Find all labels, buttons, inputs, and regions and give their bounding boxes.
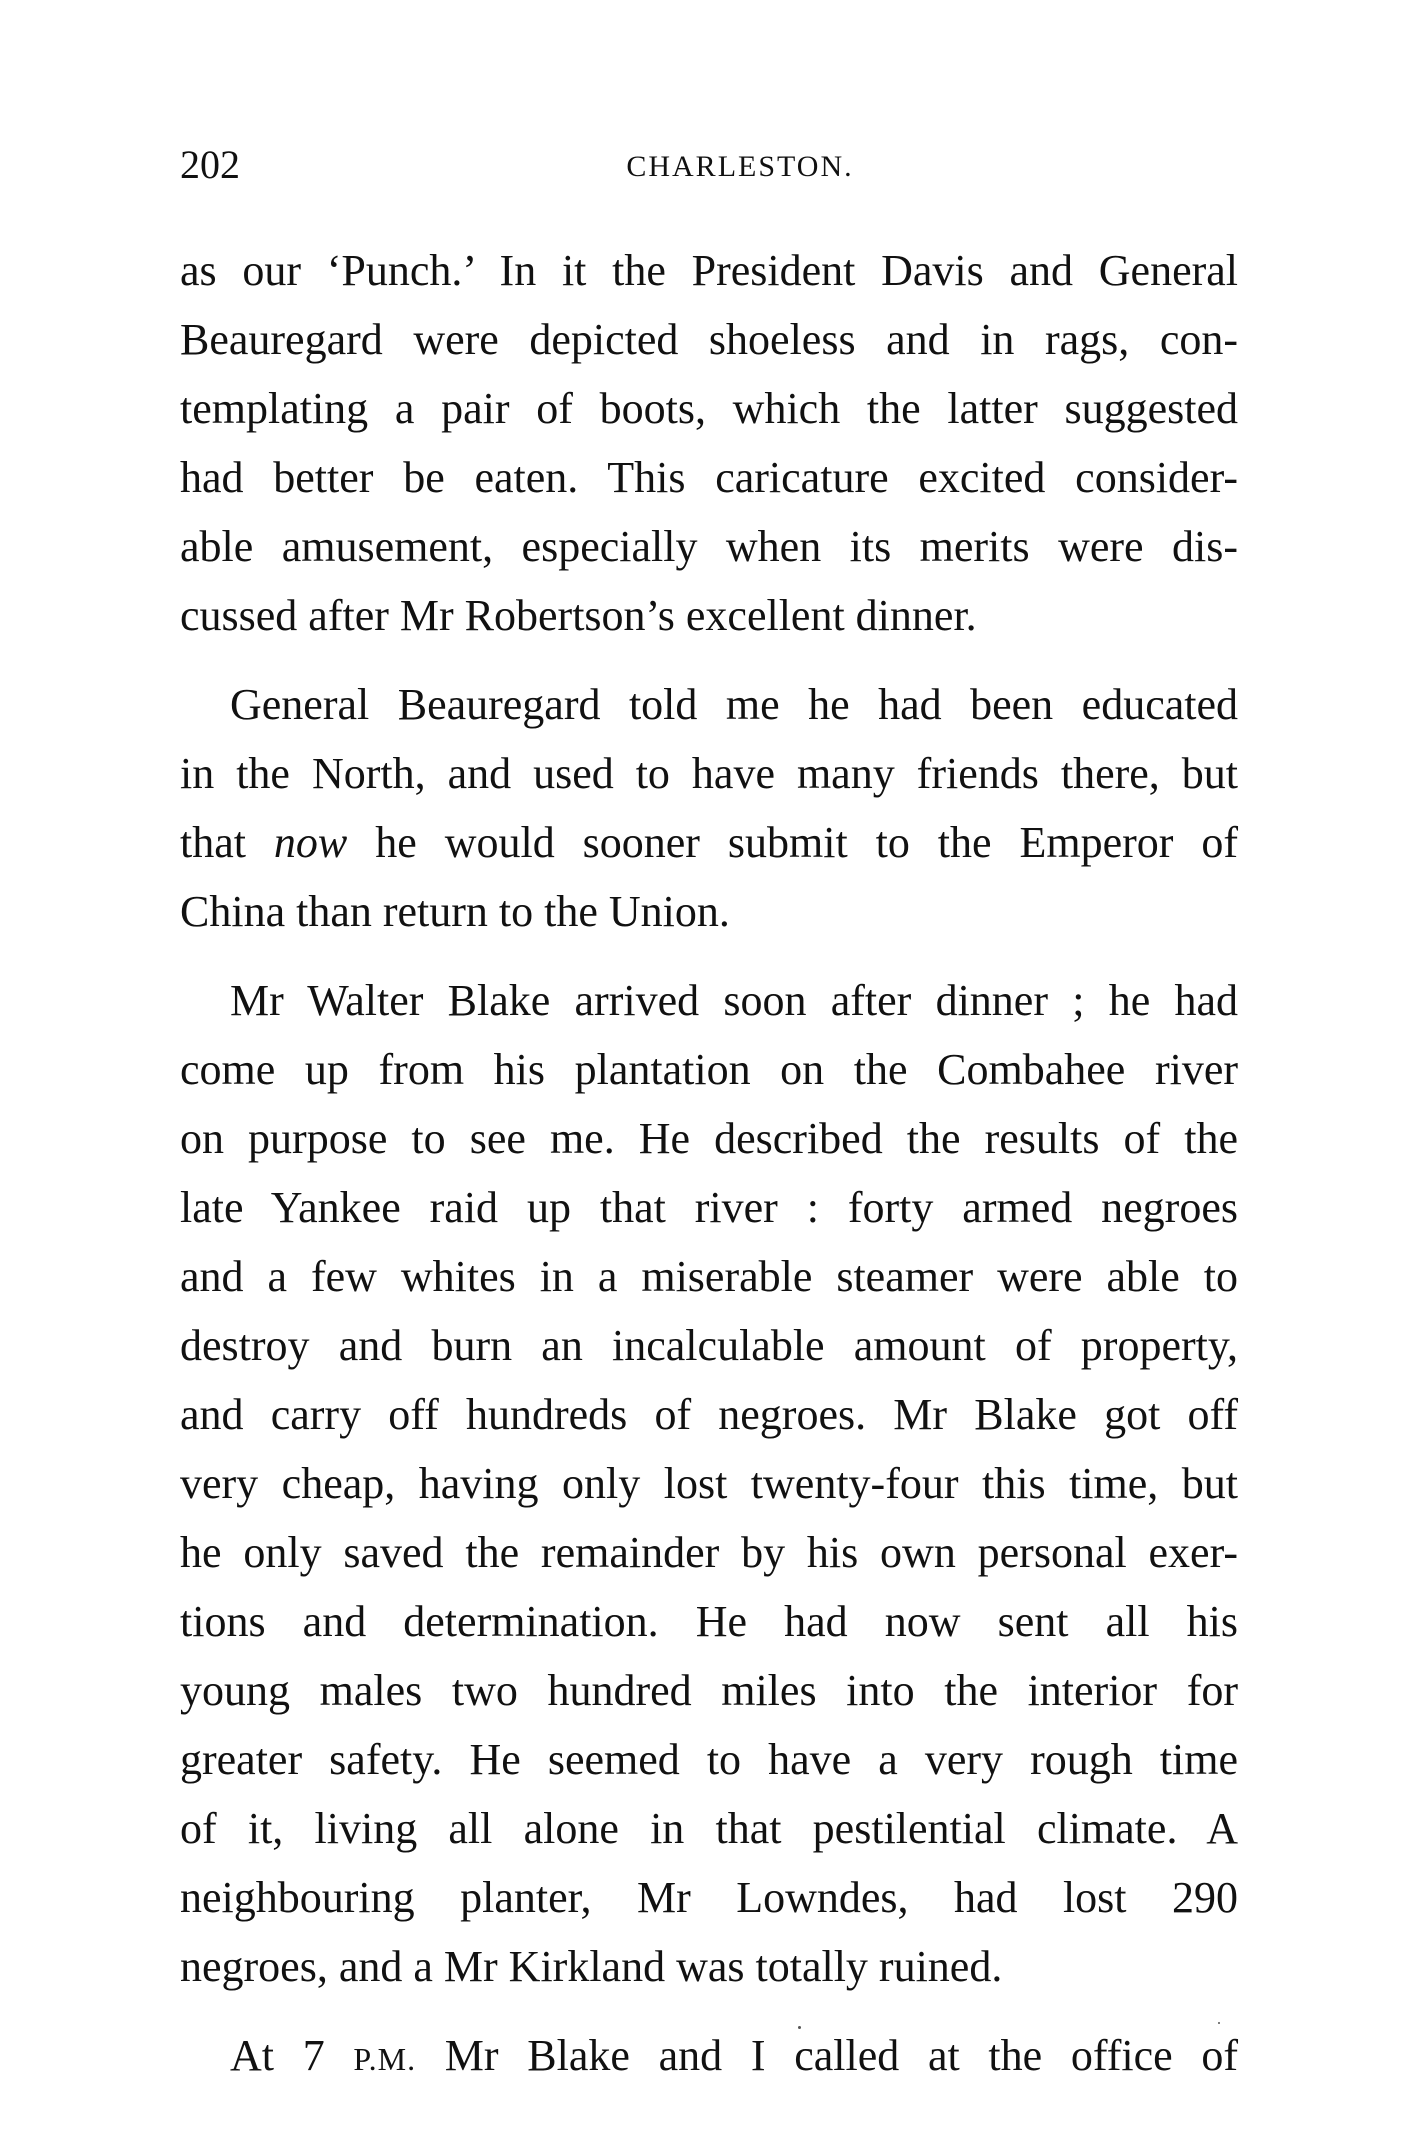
text-run: that (180, 818, 274, 867)
paragraph-1 (180, 236, 1238, 650)
text-line: had better be eaten. This caricature excited consider- (180, 453, 1238, 502)
text-line: on purpose to see me. He described the results of the (180, 1114, 1238, 1163)
text-line (180, 808, 1238, 877)
text-line: very cheap, having only lost twenty-four this time, but (180, 1459, 1238, 1508)
body-text (180, 236, 1238, 2090)
text-line: and carry off hundreds of negroes. Mr Blake got off (180, 1390, 1238, 1439)
text-line: young males two hundred miles into the interior for (180, 1666, 1238, 1715)
text-line: in the North, and used to have many friends there, but (180, 749, 1238, 798)
text-line: late Yankee raid up that river : forty armed negroes (180, 1183, 1238, 1232)
small-caps-text: P.M. (353, 2041, 417, 2077)
running-title: CHARLESTON. (626, 150, 854, 183)
text-line: come up from his plantation on the Combahee river (180, 1045, 1238, 1094)
text-line: greater safety. He seemed to have a very rough time (180, 1735, 1238, 1784)
text-line: cussed after Mr Robertson’s excellent dinner. (180, 591, 977, 640)
text-line: destroy and burn an incalculable amount of property, (180, 1321, 1238, 1370)
text-line: General Beauregard told me he had been educated (230, 680, 1238, 729)
text-line: he only saved the remainder by his own personal exer- (180, 1528, 1238, 1577)
text-line: as our ‘Punch.’ In it the President Davis and General (180, 246, 1238, 295)
text-line (180, 2021, 1238, 2090)
paragraph-3 (180, 966, 1238, 2001)
text-line: Beauregard were depicted shoeless and in rags, con- (180, 315, 1238, 364)
text-line: templating a pair of boots, which the latter suggested (180, 384, 1238, 433)
text-run: he would sooner submit to the Emperor of (347, 818, 1238, 867)
text-line: tions and determination. He had now sent all his (180, 1597, 1238, 1646)
text-line: negroes, and a Mr Kirkland was totally ruined. (180, 1942, 1003, 1991)
scan-speck (798, 2026, 801, 2029)
text-line: China than return to the Union. (180, 887, 730, 936)
text-line: neighbouring planter, Mr Lowndes, had lost 290 (180, 1873, 1238, 1922)
text-line: able amusement, especially when its merits were dis- (180, 522, 1238, 571)
paragraph-2 (180, 670, 1238, 946)
page-number: 202 (180, 142, 240, 187)
text-run: At 7 (230, 2031, 354, 2080)
text-run: Mr Blake and I called at the office of (416, 2031, 1239, 2080)
italic-emphasis: now (273, 818, 348, 867)
paragraph-4 (180, 2021, 1238, 2090)
running-head (180, 140, 1240, 190)
text-line: Mr Walter Blake arrived soon after dinner ; he had (230, 976, 1238, 1025)
text-line: and a few whites in a miserable steamer were able to (180, 1252, 1238, 1301)
scan-speck (1218, 2022, 1220, 2024)
text-line: of it, living all alone in that pestilential climate. A (180, 1804, 1238, 1853)
